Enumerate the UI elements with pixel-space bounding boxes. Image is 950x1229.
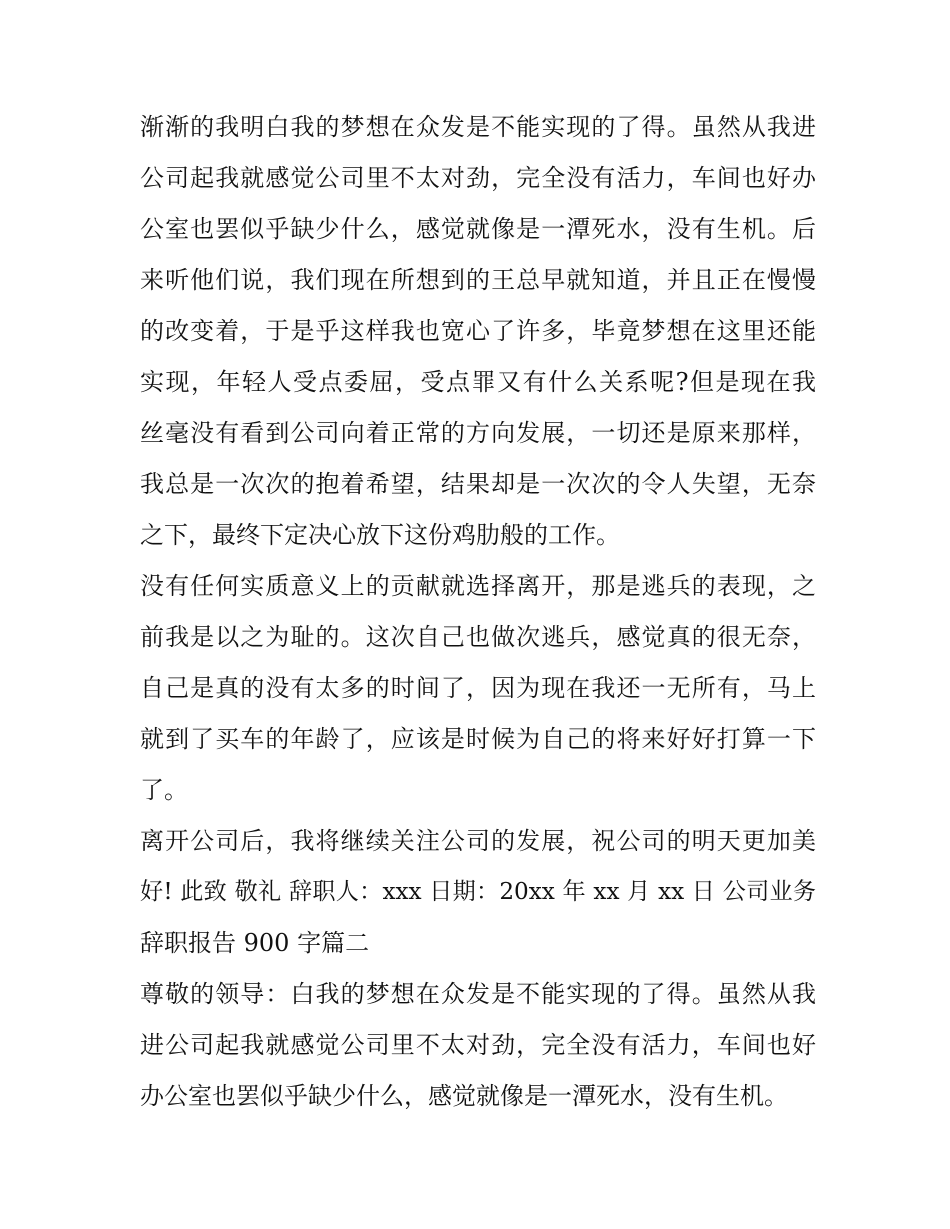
section-heading: 辞职报告 900 字篇二: [140, 929, 370, 957]
text-line: 了。: [140, 776, 188, 804]
text-line: 尊敬的领导：白我的梦想在众发是不能实现的了得。虽然从我: [140, 980, 816, 1008]
text-line: 自己是真的没有太多的时间了，因为现在我还一无所有，马上: [140, 674, 816, 702]
text-line: 就到了买车的年龄了，应该是时候为自己的将来好好打算一下: [140, 725, 816, 753]
paragraph-1: [140, 102, 816, 561]
text-line: 实现，年轻人受点委屈，受点罪又有什么关系呢?但是现在我: [140, 368, 816, 396]
text-line: 前我是以之为耻的。这次自己也做次逃兵，感觉真的很无奈，: [140, 623, 816, 651]
text-line: 我总是一次次的抱着希望，结果却是一次次的令人失望，无奈: [140, 470, 816, 498]
text-line: 公室也罢似乎缺少什么，感觉就像是一潭死水，没有生机。后: [140, 215, 816, 243]
text-line: 渐渐的我明白我的梦想在众发是不能实现的了得。虽然从我进: [140, 113, 816, 141]
text-line: 丝毫没有看到公司向着正常的方向发展，一切还是原来那样，: [140, 419, 816, 447]
text-line: 进公司起我就感觉公司里不太对劲，完全没有活力，车间也好: [140, 1031, 816, 1059]
text-line: 离开公司后，我将继续关注公司的发展，祝公司的明天更加美: [140, 827, 816, 855]
paragraph-2: [140, 561, 816, 816]
text-line: 之下，最终下定决心放下这份鸡肋般的工作。: [140, 521, 620, 549]
text-line: 好! 此致 敬礼 辞职人：xxx 日期：20xx 年 xx 月 xx 日 公司业务: [140, 879, 816, 905]
document-body: [140, 102, 816, 1122]
text-line: 来听他们说，我们现在所想到的王总早就知道，并且正在慢慢: [140, 266, 816, 294]
text-line: 没有任何实质意义上的贡献就选择离开，那是逃兵的表现，之: [140, 572, 816, 600]
text-line: 的改变着，于是乎这样我也宽心了许多，毕竟梦想在这里还能: [140, 317, 816, 345]
paragraph-4: [140, 969, 816, 1122]
text-line: 办公室也罢似乎缺少什么，感觉就像是一潭死水，没有生机。: [140, 1082, 788, 1110]
text-line: 公司起我就感觉公司里不太对劲，完全没有活力，车间也好办: [140, 164, 816, 192]
paragraph-3: [140, 816, 816, 969]
